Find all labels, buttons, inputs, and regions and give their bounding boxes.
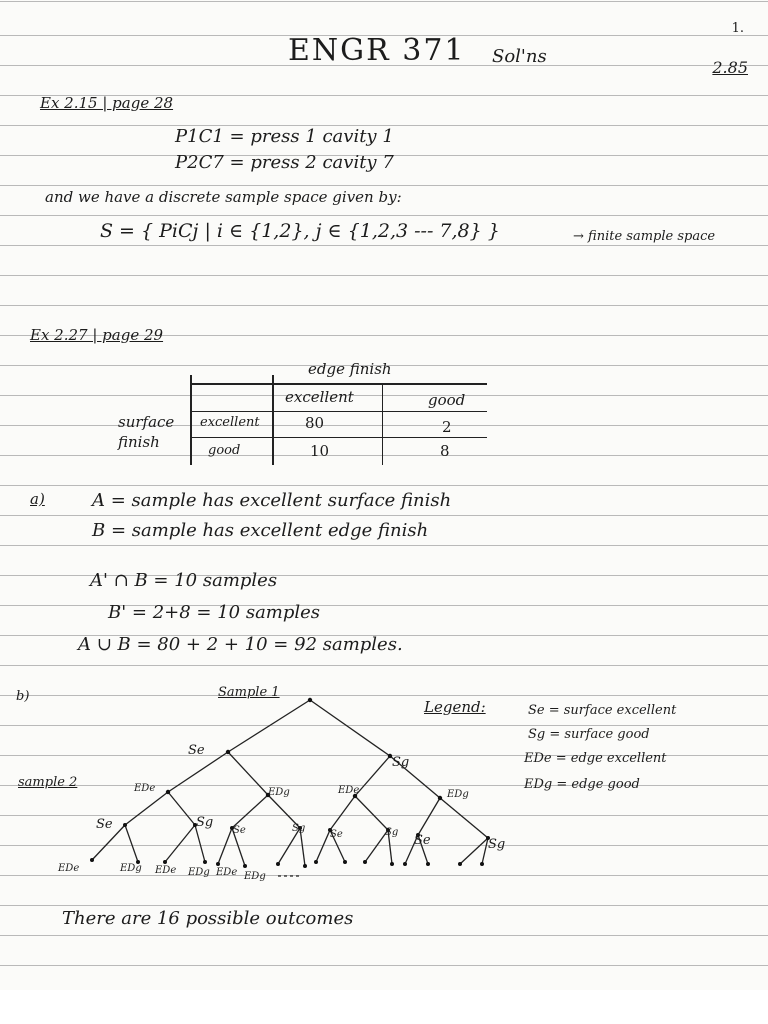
- node-label-edg: EDg: [188, 867, 210, 878]
- node-label-ede: EDe: [338, 785, 360, 796]
- sample2-label: sample 2: [18, 775, 78, 790]
- calc-a-union-b: A ∪ B = 80 + 2 + 10 = 92 samples.: [78, 634, 403, 655]
- legend-item: Sg = surface good: [528, 727, 650, 742]
- node-label-ede: EDe: [58, 863, 80, 874]
- page-subtitle: Sol'ns: [492, 46, 547, 67]
- ex1-line2: P2C7 = press 2 cavity 7: [175, 152, 394, 173]
- node-label-se: Se: [233, 825, 246, 836]
- node-label-sg: Sg: [385, 827, 399, 838]
- ex1-line3: and we have a discrete sample space given by:: [45, 188, 402, 206]
- node-label-edg: EDg: [268, 787, 290, 798]
- table-col-excellent: excellent: [285, 388, 354, 406]
- node-label-se: Se: [96, 817, 113, 832]
- ex1-set-note: → finite sample space: [573, 229, 716, 244]
- table-cell: 2: [442, 418, 452, 436]
- part-a-label: a): [30, 490, 45, 508]
- table-col-rule-1: [272, 375, 274, 465]
- table-col-good: good: [428, 391, 466, 409]
- table-cell: 80: [305, 414, 325, 432]
- node-label-edg: EDg: [244, 871, 266, 882]
- ex1-heading: Ex 2.15 | page 28: [40, 94, 174, 112]
- page-title: ENGR 371: [288, 33, 466, 68]
- definition-a: A = sample has excellent surface finish: [92, 490, 452, 511]
- node-label-edg: EDg: [447, 789, 469, 800]
- node-label-ede: EDe: [155, 865, 177, 876]
- table-cell: 10: [310, 442, 330, 460]
- table-row-good-label: good: [208, 443, 241, 458]
- legend-item: EDg = edge good: [524, 777, 640, 792]
- grade-mark: 2.85: [712, 58, 748, 77]
- ex1-set-expression: S = { PiCj | i ∈ {1,2}, j ∈ {1,2,3 --- 7,8} }: [100, 220, 500, 242]
- node-label-se: Se: [188, 743, 205, 758]
- scan-bottom-margin: [0, 990, 768, 1024]
- node-label-ede: EDe: [216, 867, 238, 878]
- definition-b: B = sample has excellent edge finish: [92, 520, 429, 541]
- table-top-rule: [192, 383, 487, 385]
- table-row-rule: [192, 437, 487, 438]
- table-row-excellent-label: excellent: [200, 415, 260, 430]
- ex2-heading: Ex 2.27 | page 29: [30, 326, 164, 344]
- calc-b-complement: B' = 2+8 = 10 samples: [108, 602, 321, 623]
- node-label-sg: Sg: [488, 837, 506, 852]
- table-header-rule: [192, 411, 487, 412]
- sample1-label: Sample 1: [218, 685, 280, 700]
- node-label-se: Se: [330, 829, 343, 840]
- table-col-group: edge finish: [308, 360, 392, 378]
- part-b-label: b): [16, 689, 30, 704]
- legend-item: EDe = edge excellent: [524, 751, 667, 766]
- node-label-edg: EDg: [120, 863, 142, 874]
- table-col-rule-2: [382, 383, 383, 465]
- page-number: 1.: [731, 21, 744, 36]
- table-row-group: surface finish: [118, 413, 175, 451]
- legend-title: Legend:: [424, 698, 486, 716]
- ex1-line1: P1C1 = press 1 cavity 1: [175, 126, 394, 147]
- node-label-se: Se: [414, 833, 431, 848]
- legend-item: Se = surface excellent: [528, 703, 677, 718]
- conclusion-text: There are 16 possible outcomes: [62, 908, 354, 929]
- table-cell: 8: [440, 442, 450, 460]
- node-label-sg: Sg: [292, 823, 306, 834]
- calc-a-complement-b: A' ∩ B = 10 samples: [90, 570, 278, 591]
- node-label-sg: Sg: [392, 755, 410, 770]
- node-label-ede: EDe: [134, 783, 156, 794]
- node-label-sg: Sg: [196, 815, 214, 830]
